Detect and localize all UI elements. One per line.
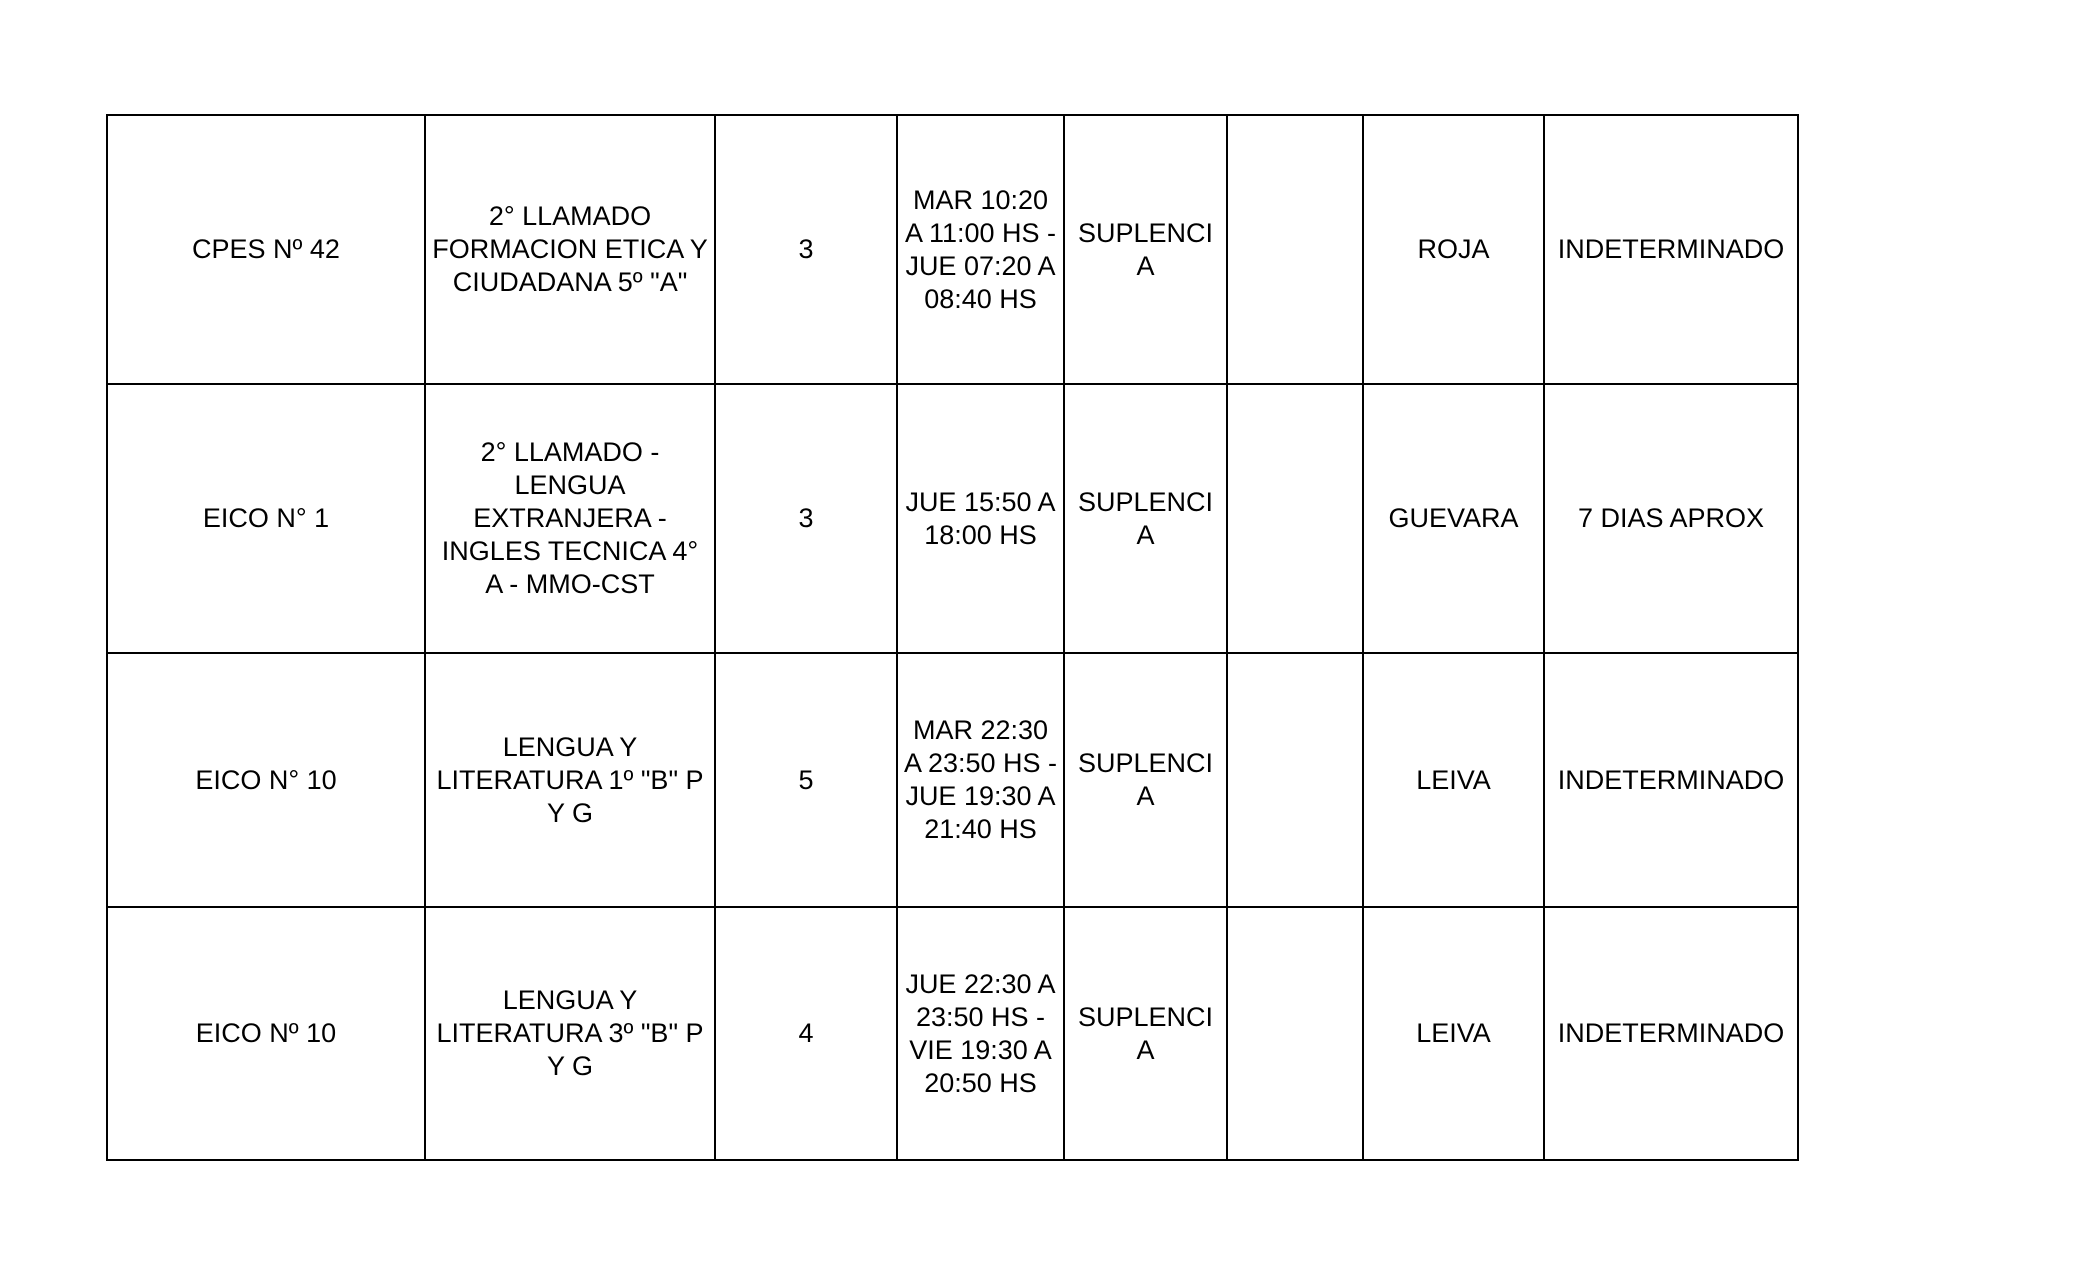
teacher-cell bbox=[1363, 115, 1544, 384]
blank-cell bbox=[1227, 907, 1363, 1160]
teacher-text: ROJA bbox=[1417, 234, 1490, 264]
hours-text: 5 bbox=[798, 764, 814, 795]
hours-text: 3 bbox=[798, 234, 814, 264]
duration-cell bbox=[1544, 115, 1798, 384]
schedule-text: JUE 15:50 A 18:00 HS bbox=[905, 486, 1056, 550]
schedule-cell bbox=[897, 115, 1064, 384]
schedule-cell bbox=[897, 907, 1064, 1160]
hours-text: 4 bbox=[798, 1018, 814, 1048]
schedule-text: MAR 10:20 A 11:00 HS - JUE 07:20 A 08:40 HS bbox=[904, 184, 1057, 314]
school-text: EICO N° 1 bbox=[202, 503, 330, 533]
type-cell bbox=[1064, 115, 1227, 384]
table-row bbox=[107, 115, 1798, 384]
school-text: EICO N° 10 bbox=[195, 764, 337, 795]
duration-cell bbox=[1544, 907, 1798, 1160]
school-cell bbox=[107, 653, 425, 907]
duration-text: 7 DIAS APROX bbox=[1577, 503, 1765, 533]
schedule-cell bbox=[897, 384, 1064, 653]
type-text: SUPLENCI A bbox=[1077, 1001, 1214, 1065]
subject-cell bbox=[425, 384, 715, 653]
teacher-cell bbox=[1363, 384, 1544, 653]
school-cell bbox=[107, 115, 425, 384]
type-cell bbox=[1064, 907, 1227, 1160]
teacher-text: GUEVARA bbox=[1388, 503, 1519, 533]
type-text: SUPLENCI A bbox=[1077, 217, 1214, 281]
subject-cell bbox=[425, 907, 715, 1160]
blank-cell bbox=[1227, 115, 1363, 384]
schedule-cell bbox=[897, 653, 1064, 907]
subject-text: LENGUA Y LITERATURA 3º "B" P Y G bbox=[436, 985, 704, 1081]
school-text: EICO Nº 10 bbox=[195, 1018, 337, 1048]
teacher-cell bbox=[1363, 907, 1544, 1160]
hours-cell bbox=[715, 384, 897, 653]
teacher-cell bbox=[1363, 653, 1544, 907]
hours-cell bbox=[715, 653, 897, 907]
subject-text: LENGUA Y LITERATURA 1º "B" P Y G bbox=[436, 731, 704, 828]
hours-cell bbox=[715, 115, 897, 384]
duration-text: INDETERMINADO bbox=[1557, 234, 1785, 264]
school-cell bbox=[107, 384, 425, 653]
school-text: CPES Nº 42 bbox=[192, 234, 340, 264]
type-cell bbox=[1064, 653, 1227, 907]
duration-text: INDETERMINADO bbox=[1557, 764, 1785, 795]
school-cell bbox=[107, 907, 425, 1160]
subject-text: 2° LLAMADO FORMACION ETICA Y CIUDADANA 5º "A" bbox=[432, 201, 708, 297]
subject-cell bbox=[425, 115, 715, 384]
vacancy-table bbox=[106, 114, 1799, 1161]
type-text: SUPLENCI A bbox=[1077, 748, 1214, 811]
blank-cell bbox=[1227, 384, 1363, 653]
table-row bbox=[107, 384, 1798, 653]
duration-text: INDETERMINADO bbox=[1557, 1018, 1785, 1048]
schedule-text: JUE 22:30 A 23:50 HS - VIE 19:30 A 20:50 HS bbox=[905, 968, 1056, 1098]
type-text: SUPLENCI A bbox=[1077, 486, 1214, 550]
blank-cell bbox=[1227, 653, 1363, 907]
hours-cell bbox=[715, 907, 897, 1160]
type-cell bbox=[1064, 384, 1227, 653]
subject-cell bbox=[425, 653, 715, 907]
duration-cell bbox=[1544, 653, 1798, 907]
teacher-text: LEIVA bbox=[1416, 764, 1491, 795]
table-row bbox=[107, 653, 1798, 907]
subject-text: 2° LLAMADO - LENGUA EXTRANJERA - INGLES TECNICA 4° A - MMO-CST bbox=[441, 437, 699, 599]
schedule-text: MAR 22:30 A 23:50 HS - JUE 19:30 A 21:40 HS bbox=[903, 715, 1058, 844]
table-row bbox=[107, 907, 1798, 1160]
teacher-text: LEIVA bbox=[1416, 1018, 1491, 1048]
hours-text: 3 bbox=[798, 503, 814, 533]
duration-cell bbox=[1544, 384, 1798, 653]
